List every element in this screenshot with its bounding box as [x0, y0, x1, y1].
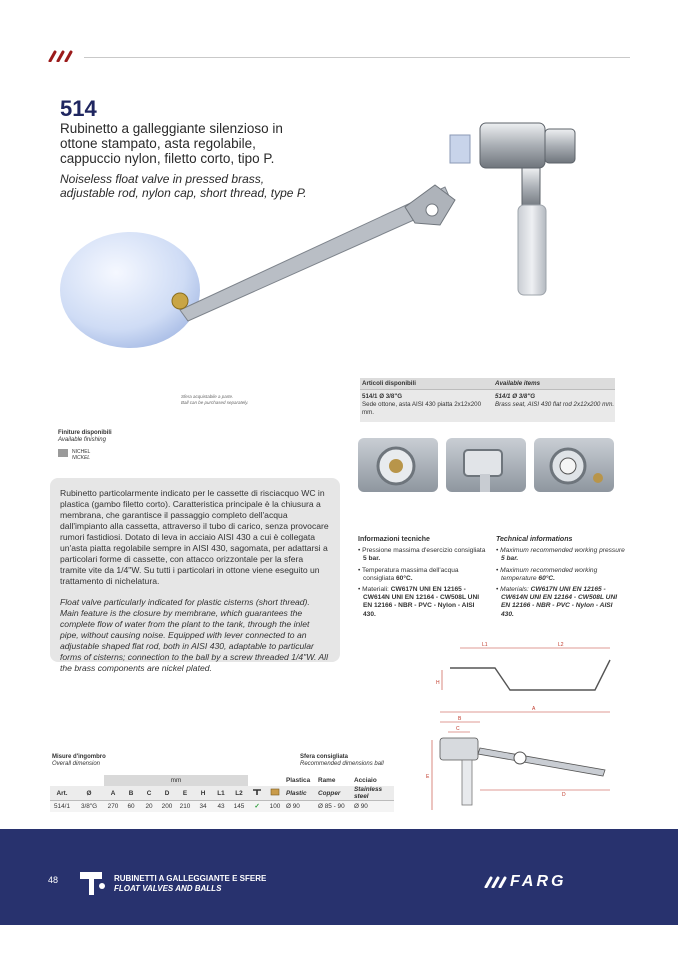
available-code-en: 514/1 Ø 3/8"G — [495, 393, 536, 400]
tech-temp-en: • Maximum recommended working temperature 60°C. — [496, 566, 598, 582]
dimensions-title-it: Misure d'ingombro — [52, 754, 106, 760]
detail-photo-3 — [534, 438, 614, 492]
available-header-it: Articoli disponibili — [362, 380, 416, 387]
available-item-it — [362, 393, 492, 417]
check-icon: ✓ — [248, 801, 266, 812]
cell-ball-steel: Ø 90 — [352, 801, 394, 812]
tech-info-it — [358, 536, 488, 622]
finishing-title — [58, 430, 112, 444]
cell-l1: 43 — [212, 801, 230, 812]
unit-label: mm — [104, 775, 248, 786]
col-l1: L1 — [212, 786, 230, 801]
col-c: C — [140, 786, 158, 801]
product-title-it: Rubinetto a galleggiante silenzioso in ottone stampato, asta regolabile, cappuccio nylon, filetto corto, tipo P. — [60, 121, 283, 166]
dim-label-b: B — [458, 716, 462, 722]
col-d: D — [158, 786, 176, 801]
cell-c: 20 — [140, 801, 158, 812]
table-row — [50, 801, 394, 812]
ball-steel-it: Acciaio — [354, 777, 377, 784]
tech-pressure-it: • Pressione massima d'esercizio consigliata 5 bar. — [358, 547, 486, 563]
dimensions-title — [52, 754, 106, 768]
threaded-inlet — [545, 129, 575, 163]
dim-label-c: C — [456, 726, 460, 732]
ball-copper-en: Copper — [316, 786, 352, 801]
dim-label-d: D — [562, 792, 566, 798]
available-item-en — [495, 393, 615, 409]
cell-diameter: 3/8"G — [74, 801, 104, 812]
ball-steel-en: Stainless steel — [352, 786, 394, 801]
page-number: 48 — [48, 875, 59, 885]
available-desc-it: Sede ottone, asta AISI 430 piatta 2x12x200 mm. — [362, 401, 482, 416]
product-title-en: Noiseless float valve in pressed brass, adjustable rod, nylon cap, short thread, type P. — [60, 172, 307, 200]
col-box — [266, 786, 284, 801]
box-icon — [270, 788, 280, 796]
tech-materials-en: • Materials: CW617N UNI EN 12165 - CW614N UNI EN 12164 - CW508L UNI EN 12166 - NBR - PVC - Nylon - AISI 430. — [496, 586, 618, 618]
ball-screw — [172, 293, 188, 309]
col-l2: L2 — [230, 786, 248, 801]
cell-e: 210 — [176, 801, 194, 812]
ball-copper-it: Rame — [318, 777, 336, 784]
description-en: Float valve particularly indicated for plastic cisterns (short thread). Main feature is the closure by membrane, which guarantees the complete flow of water from the plant to the tank, through the inlet pipe, without causing noise. Equipped with lever connected to an adjustable shaped flat rod, both in AISI 430, adaptable to particular forms of cisterns; connection to the ball by a screw threaded 1/4"W. All the brass components are nickel plated. — [60, 597, 328, 673]
cell-ball-plastic: Ø 90 — [284, 801, 316, 812]
ball-note-it: Sfera acquistabile a parte. — [181, 394, 234, 399]
available-items-panel — [360, 378, 615, 422]
tech-title-it: Informazioni tecniche — [358, 536, 430, 543]
ball-plastic-it: Plastica — [286, 777, 311, 784]
dimensions-table — [50, 775, 394, 812]
col-diameter: Ø — [74, 786, 104, 801]
description-it: Rubinetto particolarmente indicato per le cassette di risciacquo WC in plastica (gambo filetto corto). Caratteristica principale è la chiusura a membrana, che garantisce il passaggio completo dell'acqua dall'impianto alla cassetta, attraverso il tubo di carico, senza provocare rumori fastidiosi. Dotato di leva in acciaio AISI 430 a cui è collegata un'asta piatta regolabile sempre in AISI 430, sagomata, per adattarsi a particolari forme di cassette, con attacco orizzontale per la sfera tramite vite da 1/4"W. Su tutti i particolari in ottone viene eseguito un trattamento di nichelatura. — [60, 488, 329, 586]
footer-category-en: FLOAT VALVES AND BALLS — [114, 884, 222, 893]
available-items-header — [360, 378, 615, 390]
finishing-title-en: Available finishing — [58, 437, 106, 443]
detail-photo-2 — [446, 438, 526, 492]
col-b: B — [122, 786, 140, 801]
ball-plastic-en: Plastic — [284, 786, 316, 801]
swatch-label-it: NICHEL — [72, 449, 91, 455]
technical-drawing — [420, 640, 620, 825]
cell-qty: 100 — [266, 801, 284, 812]
product-code: 514 — [60, 96, 97, 121]
top-rule — [84, 57, 630, 58]
dim-label-a: A — [532, 706, 536, 712]
inlet-tube — [518, 205, 546, 295]
available-header-en: Available items — [495, 380, 541, 387]
farg-logo-mark — [48, 50, 74, 62]
dim-label-e: E — [426, 774, 430, 780]
tech-info-en — [496, 536, 626, 622]
brand-mark-icon — [484, 876, 508, 888]
ball-title-en: Recommended dimensions ball — [300, 761, 384, 767]
cell-h: 34 — [194, 801, 212, 812]
unit-row — [50, 775, 394, 786]
cell-b: 60 — [122, 801, 140, 812]
wrench-icon — [252, 788, 262, 796]
available-desc-en: Brass seat, AISI 430 flat rod 2x12x200 mm. — [495, 401, 615, 408]
float-ball — [60, 232, 200, 348]
tech-temp-it: • Temperatura massima dell'acqua consigliata 60°C. — [358, 566, 459, 582]
float-valve-photo — [60, 115, 615, 405]
available-code-it: 514/1 Ø 3/8"G — [362, 393, 403, 400]
swatch-label-en: NICKEL — [72, 455, 91, 461]
brand-logo: FARG — [510, 873, 567, 890]
dim-label-l1: L1 — [482, 642, 488, 648]
ball-title — [300, 754, 384, 768]
valve-outlet — [522, 168, 540, 208]
dim-label-l2: L2 — [558, 642, 564, 648]
valve-body — [480, 123, 545, 168]
col-art: Art. — [50, 786, 74, 801]
description-box — [50, 478, 340, 673]
finishing-title-it: Finiture disponibili — [58, 430, 112, 436]
swatch-label — [72, 449, 90, 461]
col-tool — [248, 786, 266, 801]
cell-art: 514/1 — [50, 801, 74, 812]
cell-d: 200 — [158, 801, 176, 812]
ball-note-en: Ball can be purchased separately. — [181, 400, 249, 405]
tech-title-en: Technical informations — [496, 536, 573, 543]
tech-materials-it: • Materiali: CW617N UNI EN 12165 - CW614N UNI EN 12164 - CW508L UNI EN 12166 - NBR - PVC - Nylon - AISI 430. — [358, 586, 480, 618]
nickel-swatch — [58, 449, 68, 457]
dimensions-title-en: Overall dimension — [52, 761, 101, 767]
ball-title-it: Sfera consigliata — [300, 754, 349, 760]
ball-note — [181, 394, 248, 406]
float-valve-icon — [78, 868, 108, 898]
col-h: H — [194, 786, 212, 801]
header-row — [50, 786, 394, 801]
cell-l2: 145 — [230, 801, 248, 812]
nylon-cap — [450, 135, 470, 163]
cell-ball-copper: Ø 85 - 90 — [316, 801, 352, 812]
col-a: A — [104, 786, 122, 801]
col-e: E — [176, 786, 194, 801]
dim-label-h: H — [436, 680, 440, 686]
footer-category-it: RUBINETTI A GALLEGGIANTE E SFERE — [114, 874, 267, 883]
cell-a: 270 — [104, 801, 122, 812]
detail-photo-1 — [358, 438, 438, 492]
tech-pressure-en: • Maximum recommended working pressure 5 bar. — [496, 547, 625, 563]
